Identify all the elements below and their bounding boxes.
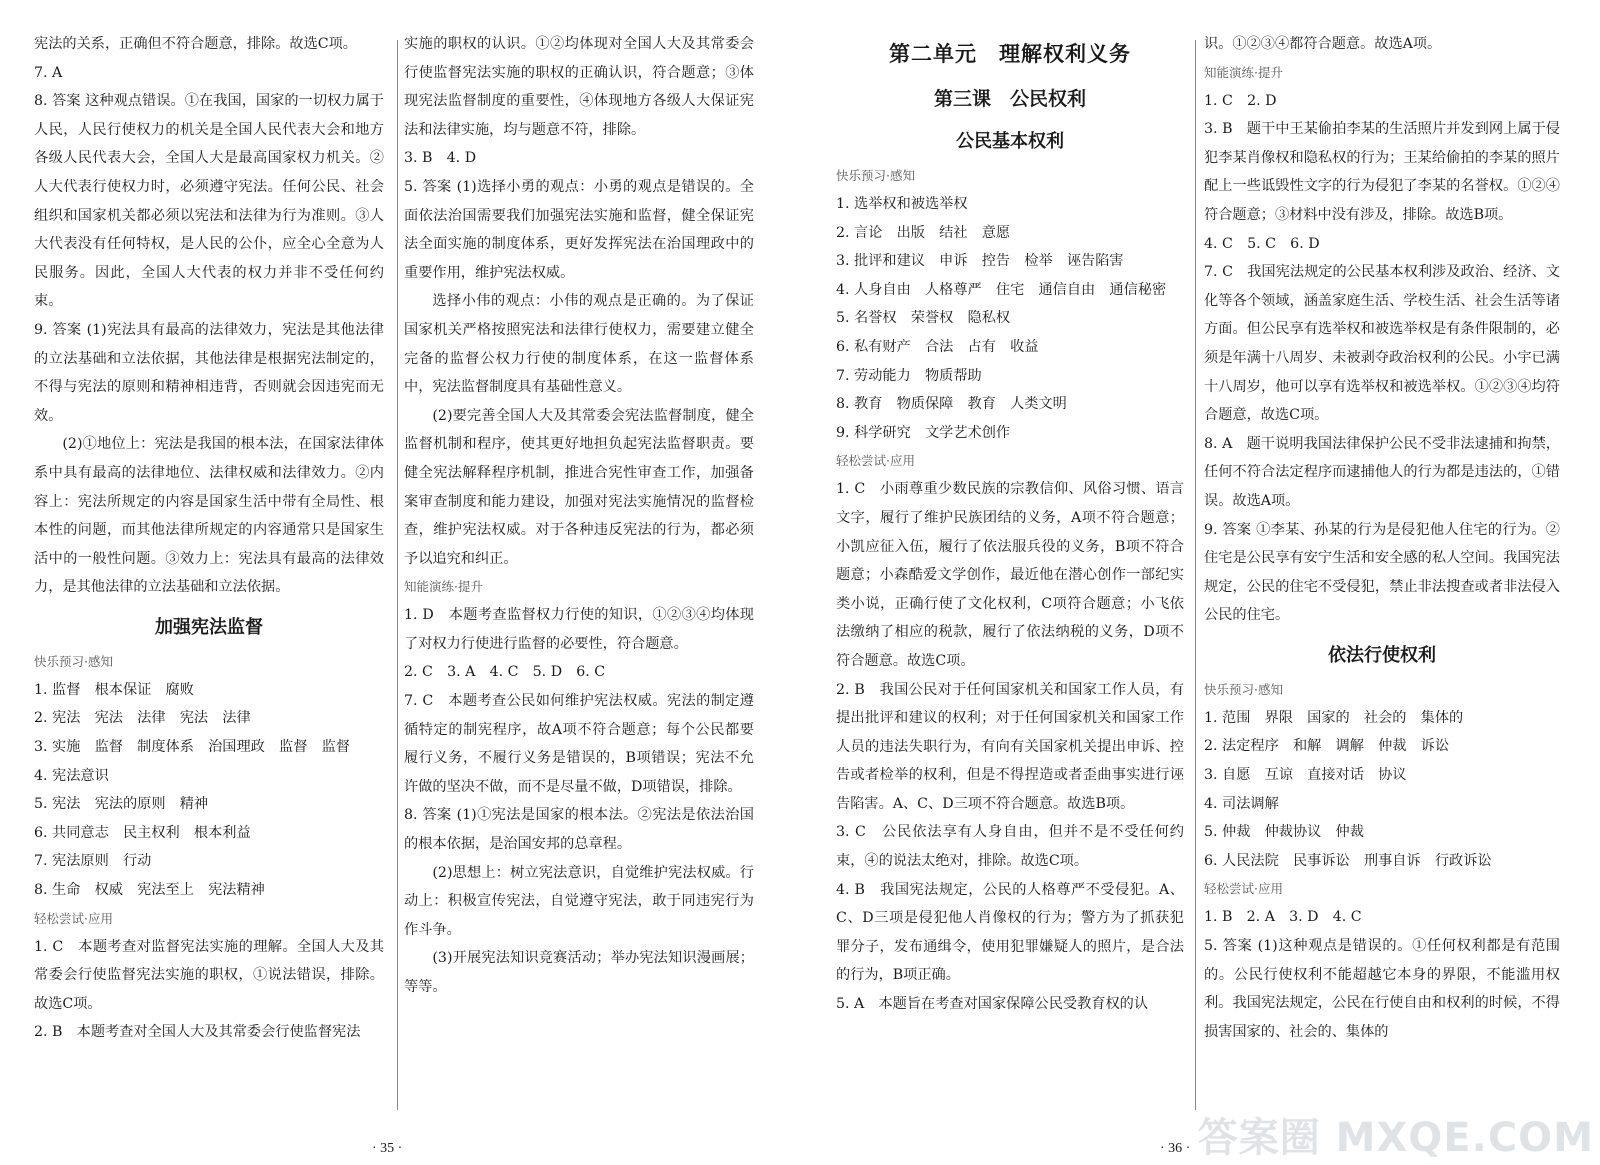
list-item: 3. 批评和建议 申诉 控告 检举 诬告陷害 <box>836 253 1124 270</box>
list-item: 5. 宪法 宪法的原则 精神 <box>34 796 209 813</box>
column-1 <box>34 30 384 1047</box>
list-item: 8. 教育 物质保障 教育 人类文明 <box>836 396 1067 413</box>
subsection-label: 轻松尝试·应用 <box>836 453 915 469</box>
unit-title: 第二单元 理解权利义务 <box>889 42 1131 66</box>
section-heading: 依法行使权利 <box>1328 644 1436 666</box>
answer-8: 8. 答案 (1)①宪法是国家的根本法。②宪法是依法治国的根本依据，是治国安邦的总章程。 <box>404 807 754 853</box>
answer-5: 5. A 本题旨在考查对国家保障公民受教育权的认 <box>836 996 1149 1013</box>
answer-8: 8. A 题干说明我国法律保护公民不受非法逮捕和拘禁，任何不符合法定程序而逮捕他人的行为都是违法的，①错误。故选A项。 <box>1204 435 1560 509</box>
list-item: 7. 宪法原则 行动 <box>34 853 152 870</box>
list-item: 6. 共同意志 民主权利 根本利益 <box>34 824 251 841</box>
subsection-label: 快乐预习·感知 <box>34 653 113 669</box>
section-heading: 加强宪法监督 <box>155 616 263 638</box>
answer-9-part2: (2)①地位上：宪法是我国的根本法，在国家法律体系中具有最高的法律地位、法律权威和法律效力。②内容上：宪法所规定的内容是国家生活中带有全局性、根本性的问题，而其他法律所规定的内容通常只是国家生活中的一般性问题。③效力上：宪法具有最高的法律效力，是其他法律的立法基础和立法依据。 <box>34 436 384 596</box>
list-item: 7. 劳动能力 物质帮助 <box>836 367 982 384</box>
answer-line: 4. C 5. C 6. D <box>1204 235 1320 252</box>
answer-1: 1. C 小雨尊重少数民族的宗教信仰、风俗习惯、语言文字，履行了维护民族团结的义务，A项不符合题意；小凯应征入伍，履行了依法服兵役的义务，B项不符合题意；小森酷爱文学创作，最近他在潜心创作一部纪实类小说，正确行使了文化权利，C项符合题意；小飞依法缴纳了相应的税款，履行了依法纳税的义务，D项不符合题意。故选C项。 <box>836 481 1184 669</box>
answer-3: 3. C 公民依法享有人身自由，但并不是不受任何约束，④的说法太绝对，排除。故选C项。 <box>836 824 1184 870</box>
list-item: 1. 监督 根本保证 腐败 <box>34 681 194 698</box>
answer-line: 识。①②③④都符合题意。故选A项。 <box>1204 36 1442 52</box>
answer-1: 1. D 本题考查监督权力行使的知识，①②③④均体现了对权力行使进行监督的必要性，符合题意。 <box>404 607 754 652</box>
subsection-label: 快乐预习·感知 <box>836 168 915 183</box>
lesson-title: 第三课 公民权利 <box>933 88 1086 110</box>
watermark-logo: 答案圈 MXQE.COM <box>1197 1115 1594 1161</box>
list-item: 2. 宪法 宪法 法律 宪法 法律 <box>34 710 251 727</box>
list-item: 3. 实施 监督 制度体系 治国理政 监督 监督 <box>34 739 350 756</box>
answer-8-b: (2)思想上：树立宪法意识，自觉维护宪法权威。行动上：积极宣传宪法，自觉遵守宪法，敢于同违宪行为作斗争。 <box>404 864 754 938</box>
answer-9: 9. 答案 ①李某、孙某的行为是侵犯他人住宅的行为。②住宅是公民享有安宁生活和安全感的私人空间。我国宪法规定，公民的住宅不受侵犯，禁止非法搜查或者非法侵入公民的住宅。 <box>1204 521 1560 624</box>
page-number: · 36 · <box>1160 1141 1191 1156</box>
answer-5-c: (2)要完善全国人大及其常委会宪法监督制度，健全监督机制和程序，使其更好地担负起宪法监督职责。要健全宪法解释程序机制，推进合宪性审查工作，加强备案审查制度和能力建设，加强对宪法实施情况的监督检查，维护宪法权威。对于各种违反宪法的行为，都必须予以追究和纠正。 <box>404 407 754 567</box>
right-page <box>800 0 1600 1165</box>
column-divider <box>397 40 398 1110</box>
list-item: 8. 生命 权威 宪法至上 宪法精神 <box>34 882 265 899</box>
answer-3: 3. B 题干中王某偷拍李某的生活照片并发到网上属于侵犯李某肖像权和隐私权的行为；王某给偷拍的李某的照片配上一些诋毁性文字的行为侵犯了李某的名誉权。①②④符合题意；③材料中没有涉及，排除。故选B项。 <box>1204 121 1560 223</box>
list-item: 5. 仲裁 仲裁协议 仲裁 <box>1204 824 1364 841</box>
answer-2: 2. B 我国公民对于任何国家机关和国家工作人员，有提出批评和建议的权利；对于任何国家机关和国家工作人员的违法失职行为，有向有关国家机关提出申诉、控告或者检举的权利，但是不得捏造或者歪曲事实进行诬告陷害。A、C、D三项不符合题意。故选B项。 <box>836 681 1184 812</box>
list-item: 2. 言论 出版 结社 意愿 <box>836 224 1011 241</box>
list-item: 9. 科学研究 文学艺术创作 <box>836 424 1011 441</box>
answer-8: 8. 答案 这种观点错误。①在我国，国家的一切权力属于人民，人民行使权力的机关是全国人民代表大会和地方各级人民代表大会，全国人大是最高国家权力机关。②人大代表行使权力时，必须遵守宪法。任何公民、社会组织和国家机关都必须以宪法和法律为行为准则。③人大代表没有任何特权，是人民的公仆，应全心全意为人民服务。因此，全国人大代表的权力并非不受任何约束。 <box>34 93 384 310</box>
answer-line: 宪法的关系，正确但不符合题意，排除。故选C项。 <box>34 36 357 52</box>
subsection-label: 知能演练·提升 <box>404 579 483 595</box>
answer-5: 5. 答案 (1)选择小勇的观点：小勇的观点是错误的。全面依法治国需要我们加强宪法实施和监督，健全保证宪法全面实施的制度体系，更好发挥宪法在治国理政中的重要作用，维护宪法权威。 <box>404 178 754 281</box>
answer-8-c: (3)开展宪法知识竞赛活动；举办宪法知识漫画展；等等。 <box>404 950 754 995</box>
column-2 <box>404 30 754 1002</box>
subsection-label: 知能演练·提升 <box>1204 64 1283 80</box>
list-item: 1. 选举权和被选举权 <box>836 196 968 212</box>
answer-9: 9. 答案 (1)宪法具有最高的法律效力，宪法是其他法律的立法基础和立法依据，其他法律是根据宪法制定的，不得与宪法的原则和精神相违背，否则就会因违宪而无效。 <box>34 321 384 424</box>
column-divider <box>1195 40 1196 1110</box>
subsection-label: 轻松尝试·应用 <box>34 910 113 926</box>
subsection-label: 轻松尝试·应用 <box>1204 881 1283 897</box>
answer-4: 4. B 我国宪法规定，公民的人格尊严不受侵犯。A、C、D三项是侵犯他人肖像权的行为；警方为了抓获犯罪分子，发布通缉令，使用犯罪嫌疑人的照片，是合法的行为，B项正确。 <box>836 881 1184 984</box>
section-heading: 公民基本权利 <box>956 131 1064 152</box>
subsection-label: 快乐预习·感知 <box>1204 681 1283 697</box>
list-item: 2. 法定程序 和解 调解 仲裁 诉讼 <box>1204 738 1450 755</box>
answer-2: 2. B 本题考查对全国人大及其常委会行使监督宪法 <box>34 1024 361 1041</box>
list-item: 4. 司法调解 <box>1204 795 1279 812</box>
answer-line: 2. C 3. A 4. C 5. D 6. C <box>404 664 606 681</box>
list-item: 1. 范围 界限 国家的 社会的 集体的 <box>1204 709 1464 726</box>
list-item: 6. 私有财产 合法 占有 收益 <box>836 338 1039 355</box>
list-item: 6. 人民法院 民事诉讼 刑事自诉 行政诉讼 <box>1204 852 1492 869</box>
page-number: · 35 · <box>372 1141 403 1156</box>
column-3 <box>836 30 1184 1019</box>
answer-1: 1. C 本题考查对监督宪法实施的理解。全国人大及其常委会行使监督宪法实施的职权，①说法错误，排除。故选C项。 <box>34 938 384 1012</box>
list-item: 5. 名誉权 荣誉权 隐私权 <box>836 310 1011 327</box>
list-item: 4. 人身自由 人格尊严 住宅 通信自由 通信秘密 <box>836 281 1167 298</box>
answer-line: 3. B 4. D <box>404 150 477 167</box>
list-item: 4. 宪法意识 <box>34 767 109 784</box>
answer-5: 5. 答案 (1)这种观点是错误的。①任何权利都是有范围的。公民行使权利不能超越它本身的界限，不能滥用权利。我国宪法规定，公民在行使自由和权利的时候，不得损害国家的、社会的、集体的 <box>1204 938 1560 1040</box>
answer-line: 1. B 2. A 3. D 4. C <box>1204 909 1362 926</box>
answer-line: 1. C 2. D <box>1204 92 1277 109</box>
answer-5-b: 选择小伟的观点：小伟的观点是正确的。为了保证国家机关严格按照宪法和法律行使权力，需要建立健全完备的监督公权力行使的制度体系，在这一监督体系中，宪法监督制度具有基础性意义。 <box>404 293 754 396</box>
answer-7: 7. C 我国宪法规定的公民基本权利涉及政治、经济、文化等各个领域，涵盖家庭生活、学校生活、社会生活等诸方面。但公民享有选举权和被选举权是有条件限制的，必须是年满十八周岁、未被剥夺政治权利的公民。小宇已满十八周岁，他可以享有选举权和被选举权。①②③④均符合题意，故选C项。 <box>1204 264 1560 424</box>
list-item: 3. 自愿 互谅 直接对话 协议 <box>1204 767 1407 784</box>
answer-line: 实施的职权的认识。①②均体现对全国人大及其常委会行使监督宪法实施的职权的正确认识，符合题意；③体现宪法监督制度的重要性，④体现地方各级人大保证宪法和法律实施，均与题意不符，排除。 <box>404 36 754 138</box>
column-4 <box>1204 30 1560 1046</box>
answer-line: 7. A <box>34 64 63 81</box>
answer-7: 7. C 本题考查公民如何维护宪法权威。宪法的制定遵循特定的制宪程序，故A项不符合题意；每个公民都要履行义务，不履行义务是错误的，B项错误；宪法不允许做的坚决不做，而不是尽量不做，D项错误，排除。 <box>404 693 754 795</box>
